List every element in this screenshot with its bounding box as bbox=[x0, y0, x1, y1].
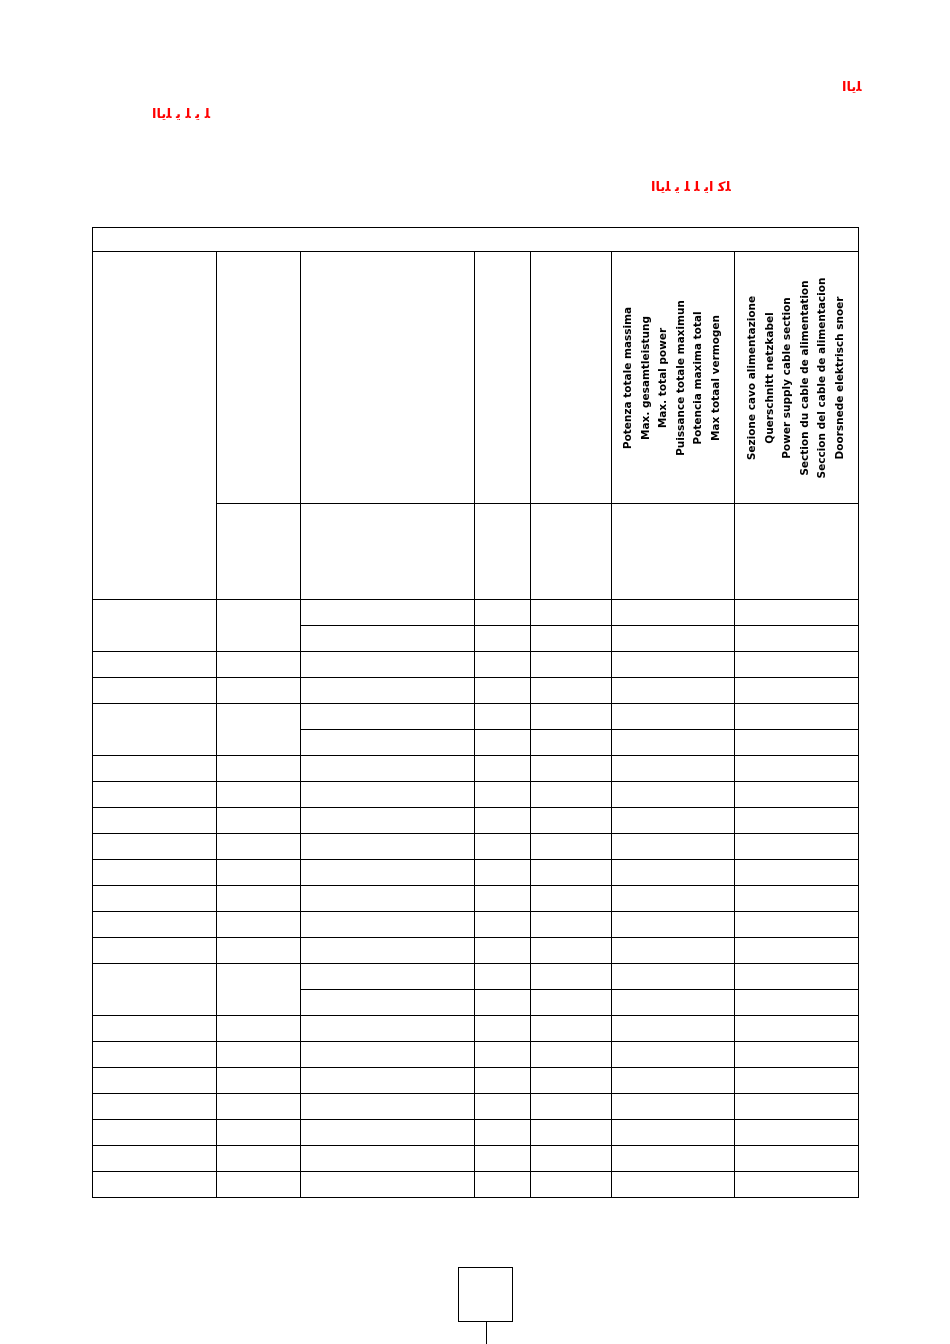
table-row bbox=[93, 1068, 859, 1094]
table-cell bbox=[475, 1120, 531, 1146]
table-header-row bbox=[93, 252, 859, 504]
table-cell bbox=[475, 704, 531, 730]
header-line: Max totaal vermogen bbox=[710, 314, 723, 441]
table-cell bbox=[735, 964, 859, 990]
table-cell bbox=[735, 938, 859, 964]
table-cell bbox=[217, 886, 301, 912]
table-cell bbox=[531, 886, 612, 912]
table-cell bbox=[612, 652, 735, 678]
table-cell bbox=[735, 782, 859, 808]
table-cell bbox=[301, 1042, 475, 1068]
specification-table bbox=[92, 227, 859, 1198]
header-line: Potencia maxima total bbox=[692, 310, 705, 445]
table-cell bbox=[531, 730, 612, 756]
table-cell bbox=[217, 1094, 301, 1120]
table-cell bbox=[735, 912, 859, 938]
cable-header-text bbox=[744, 277, 850, 478]
table-cell bbox=[217, 1146, 301, 1172]
table-cell bbox=[612, 964, 735, 990]
subheader-cell bbox=[735, 504, 859, 600]
table-cell bbox=[612, 600, 735, 626]
table-cell bbox=[531, 626, 612, 652]
table-cell bbox=[475, 1042, 531, 1068]
table-row bbox=[93, 600, 859, 626]
table-cell bbox=[612, 1120, 735, 1146]
table-cell bbox=[301, 912, 475, 938]
table-cell bbox=[612, 782, 735, 808]
table-cell bbox=[531, 652, 612, 678]
table-cell bbox=[531, 1016, 612, 1042]
header-line: Seccion del cable de alimentacion bbox=[816, 277, 829, 478]
table-cell bbox=[217, 652, 301, 678]
table-row bbox=[93, 1172, 859, 1198]
table-cell bbox=[217, 756, 301, 782]
table-cell bbox=[735, 600, 859, 626]
header-cell-3 bbox=[301, 252, 475, 504]
header-line: Puissance totale maximun bbox=[675, 299, 687, 456]
table-cell bbox=[475, 834, 531, 860]
table-cell bbox=[612, 860, 735, 886]
table-title-cell bbox=[93, 228, 859, 252]
table-cell bbox=[531, 600, 612, 626]
table-cell bbox=[531, 964, 612, 990]
table-cell bbox=[217, 704, 301, 756]
table-cell bbox=[531, 834, 612, 860]
table-cell bbox=[301, 652, 475, 678]
table-cell bbox=[93, 782, 217, 808]
subheader-cell bbox=[301, 504, 475, 600]
table-cell bbox=[301, 1016, 475, 1042]
table-cell bbox=[301, 834, 475, 860]
table-cell bbox=[93, 652, 217, 678]
table-cell bbox=[612, 886, 735, 912]
table-row bbox=[93, 1146, 859, 1172]
table-cell bbox=[735, 1016, 859, 1042]
table-row bbox=[93, 834, 859, 860]
table-cell bbox=[735, 808, 859, 834]
table-cell bbox=[531, 808, 612, 834]
table-cell bbox=[612, 808, 735, 834]
table-cell bbox=[93, 1042, 217, 1068]
header-cell-cable bbox=[735, 252, 859, 504]
table-cell bbox=[217, 912, 301, 938]
table-cell bbox=[475, 626, 531, 652]
table-cell bbox=[301, 938, 475, 964]
table-row bbox=[93, 886, 859, 912]
table-cell bbox=[612, 756, 735, 782]
table-cell bbox=[301, 730, 475, 756]
table-cell bbox=[93, 860, 217, 886]
table-cell bbox=[735, 652, 859, 678]
table-cell bbox=[301, 756, 475, 782]
table-cell bbox=[475, 678, 531, 704]
table-cell bbox=[93, 1016, 217, 1042]
header-line: Sezione cavo alimentazione bbox=[745, 295, 758, 460]
table-cell bbox=[93, 1120, 217, 1146]
table-cell bbox=[301, 626, 475, 652]
table-cell bbox=[217, 600, 301, 652]
table-row bbox=[93, 704, 859, 730]
table-cell bbox=[475, 1146, 531, 1172]
header-cell-model bbox=[93, 252, 217, 600]
table-row bbox=[93, 1042, 859, 1068]
table-cell bbox=[475, 782, 531, 808]
table-cell bbox=[531, 1146, 612, 1172]
table-cell bbox=[531, 1094, 612, 1120]
table-row bbox=[93, 808, 859, 834]
arabic-fragment-mid-right: ﻠﻛ ﺍﻳ ﻠ ﻠ ﻳ ﻠﻳﺎﺍ bbox=[651, 180, 731, 195]
table-cell bbox=[93, 756, 217, 782]
table-cell bbox=[475, 652, 531, 678]
table-row bbox=[93, 678, 859, 704]
table-cell bbox=[93, 912, 217, 938]
header-line: Potenza totale massima bbox=[622, 306, 635, 449]
table-cell bbox=[301, 678, 475, 704]
table-cell bbox=[531, 1172, 612, 1198]
table-cell bbox=[735, 704, 859, 730]
table-cell bbox=[217, 1120, 301, 1146]
table-cell bbox=[475, 886, 531, 912]
table-cell bbox=[612, 1172, 735, 1198]
table-cell bbox=[612, 990, 735, 1016]
page-number-box bbox=[458, 1267, 513, 1322]
table-cell bbox=[217, 1042, 301, 1068]
table-cell bbox=[93, 678, 217, 704]
table-row bbox=[93, 964, 859, 990]
table-cell bbox=[612, 1094, 735, 1120]
table-row bbox=[93, 938, 859, 964]
header-line: Max. total power bbox=[657, 327, 670, 428]
header-line: Querschnitt netzkabel bbox=[763, 311, 776, 444]
arabic-fragment-top-right: ﻠﻳﺎﺍ bbox=[842, 80, 862, 95]
table-row bbox=[93, 652, 859, 678]
header-line: Power supply cable section bbox=[780, 296, 793, 459]
table-cell bbox=[475, 1094, 531, 1120]
table-cell bbox=[475, 808, 531, 834]
table-cell bbox=[93, 808, 217, 834]
table-cell bbox=[612, 912, 735, 938]
header-cell-5 bbox=[531, 252, 612, 504]
table-cell bbox=[93, 1172, 217, 1198]
table-cell bbox=[93, 886, 217, 912]
table-cell bbox=[531, 756, 612, 782]
table-cell bbox=[612, 1068, 735, 1094]
table-cell bbox=[93, 1068, 217, 1094]
subheader-cell bbox=[475, 504, 531, 600]
table-cell bbox=[301, 1120, 475, 1146]
table-title-row bbox=[93, 228, 859, 252]
table-cell bbox=[531, 860, 612, 886]
table-cell bbox=[301, 964, 475, 990]
table-row bbox=[93, 756, 859, 782]
table-cell bbox=[301, 1094, 475, 1120]
table-cell bbox=[217, 1172, 301, 1198]
page-marker-line bbox=[486, 1322, 487, 1344]
table-cell bbox=[93, 704, 217, 756]
subheader-cell bbox=[217, 504, 301, 600]
table-cell bbox=[301, 1068, 475, 1094]
table-cell bbox=[217, 860, 301, 886]
table-cell bbox=[735, 1068, 859, 1094]
table-cell bbox=[301, 704, 475, 730]
table-cell bbox=[612, 1016, 735, 1042]
table-cell bbox=[612, 626, 735, 652]
table-cell bbox=[735, 886, 859, 912]
table-cell bbox=[735, 990, 859, 1016]
table-body bbox=[93, 600, 859, 1198]
table-cell bbox=[301, 1172, 475, 1198]
table-cell bbox=[93, 834, 217, 860]
table-cell bbox=[217, 964, 301, 1016]
table-cell bbox=[301, 1146, 475, 1172]
table-cell bbox=[475, 860, 531, 886]
table-cell bbox=[93, 938, 217, 964]
subheader-cell bbox=[612, 504, 735, 600]
table-cell bbox=[531, 678, 612, 704]
table-cell bbox=[735, 626, 859, 652]
table-cell bbox=[612, 678, 735, 704]
table-cell bbox=[475, 912, 531, 938]
table-cell bbox=[531, 938, 612, 964]
table-cell bbox=[475, 990, 531, 1016]
table-cell bbox=[612, 938, 735, 964]
table-cell bbox=[475, 756, 531, 782]
table-row bbox=[93, 782, 859, 808]
subheader-cell bbox=[531, 504, 612, 600]
table-cell bbox=[531, 704, 612, 730]
header-cell-4 bbox=[475, 252, 531, 504]
table-cell bbox=[93, 1094, 217, 1120]
table-cell bbox=[735, 1172, 859, 1198]
table-cell bbox=[301, 600, 475, 626]
table-cell bbox=[531, 1120, 612, 1146]
table-cell bbox=[217, 782, 301, 808]
table-cell bbox=[93, 1146, 217, 1172]
table-cell bbox=[531, 1042, 612, 1068]
header-cell-2 bbox=[217, 252, 301, 504]
table-cell bbox=[301, 782, 475, 808]
table-cell bbox=[612, 704, 735, 730]
table-row bbox=[93, 912, 859, 938]
table-row bbox=[93, 1094, 859, 1120]
table-cell bbox=[475, 1016, 531, 1042]
power-header-text bbox=[620, 300, 726, 456]
table-cell bbox=[217, 1016, 301, 1042]
table-cell bbox=[735, 1094, 859, 1120]
table-cell bbox=[217, 808, 301, 834]
table-cell bbox=[475, 938, 531, 964]
table-cell bbox=[612, 730, 735, 756]
table-cell bbox=[612, 834, 735, 860]
table-cell bbox=[475, 730, 531, 756]
table-cell bbox=[735, 834, 859, 860]
table-cell bbox=[93, 964, 217, 1016]
table-cell bbox=[301, 990, 475, 1016]
table-cell bbox=[475, 964, 531, 990]
table-cell bbox=[475, 1068, 531, 1094]
table-cell bbox=[531, 782, 612, 808]
table-cell bbox=[735, 756, 859, 782]
table-cell bbox=[735, 730, 859, 756]
table-cell bbox=[612, 1146, 735, 1172]
table-cell bbox=[217, 938, 301, 964]
table-cell bbox=[217, 678, 301, 704]
table-cell bbox=[735, 1146, 859, 1172]
table-cell bbox=[531, 990, 612, 1016]
table-cell bbox=[531, 1068, 612, 1094]
header-line: Section du cable de alimentation bbox=[798, 279, 811, 476]
table-row bbox=[93, 1120, 859, 1146]
table-cell bbox=[735, 678, 859, 704]
header-cell-power bbox=[612, 252, 735, 504]
table-cell bbox=[93, 600, 217, 652]
table-cell bbox=[217, 834, 301, 860]
arabic-fragment-top-left: ﻠ ﻳ ﻠ ﻳ ﻠﻳﺎﺍ bbox=[152, 107, 211, 122]
table-cell bbox=[301, 860, 475, 886]
table-cell bbox=[735, 860, 859, 886]
table-cell bbox=[475, 1172, 531, 1198]
table-row bbox=[93, 860, 859, 886]
table-cell bbox=[612, 1042, 735, 1068]
table-cell bbox=[301, 886, 475, 912]
header-line: Doorsnede elektrisch snoer bbox=[833, 296, 846, 459]
table-cell bbox=[301, 808, 475, 834]
table-row bbox=[93, 1016, 859, 1042]
table-cell bbox=[531, 912, 612, 938]
table-cell bbox=[475, 600, 531, 626]
table-cell bbox=[735, 1120, 859, 1146]
table-cell bbox=[735, 1042, 859, 1068]
header-line: Max. gesamtleistung bbox=[639, 315, 652, 440]
table-cell bbox=[217, 1068, 301, 1094]
